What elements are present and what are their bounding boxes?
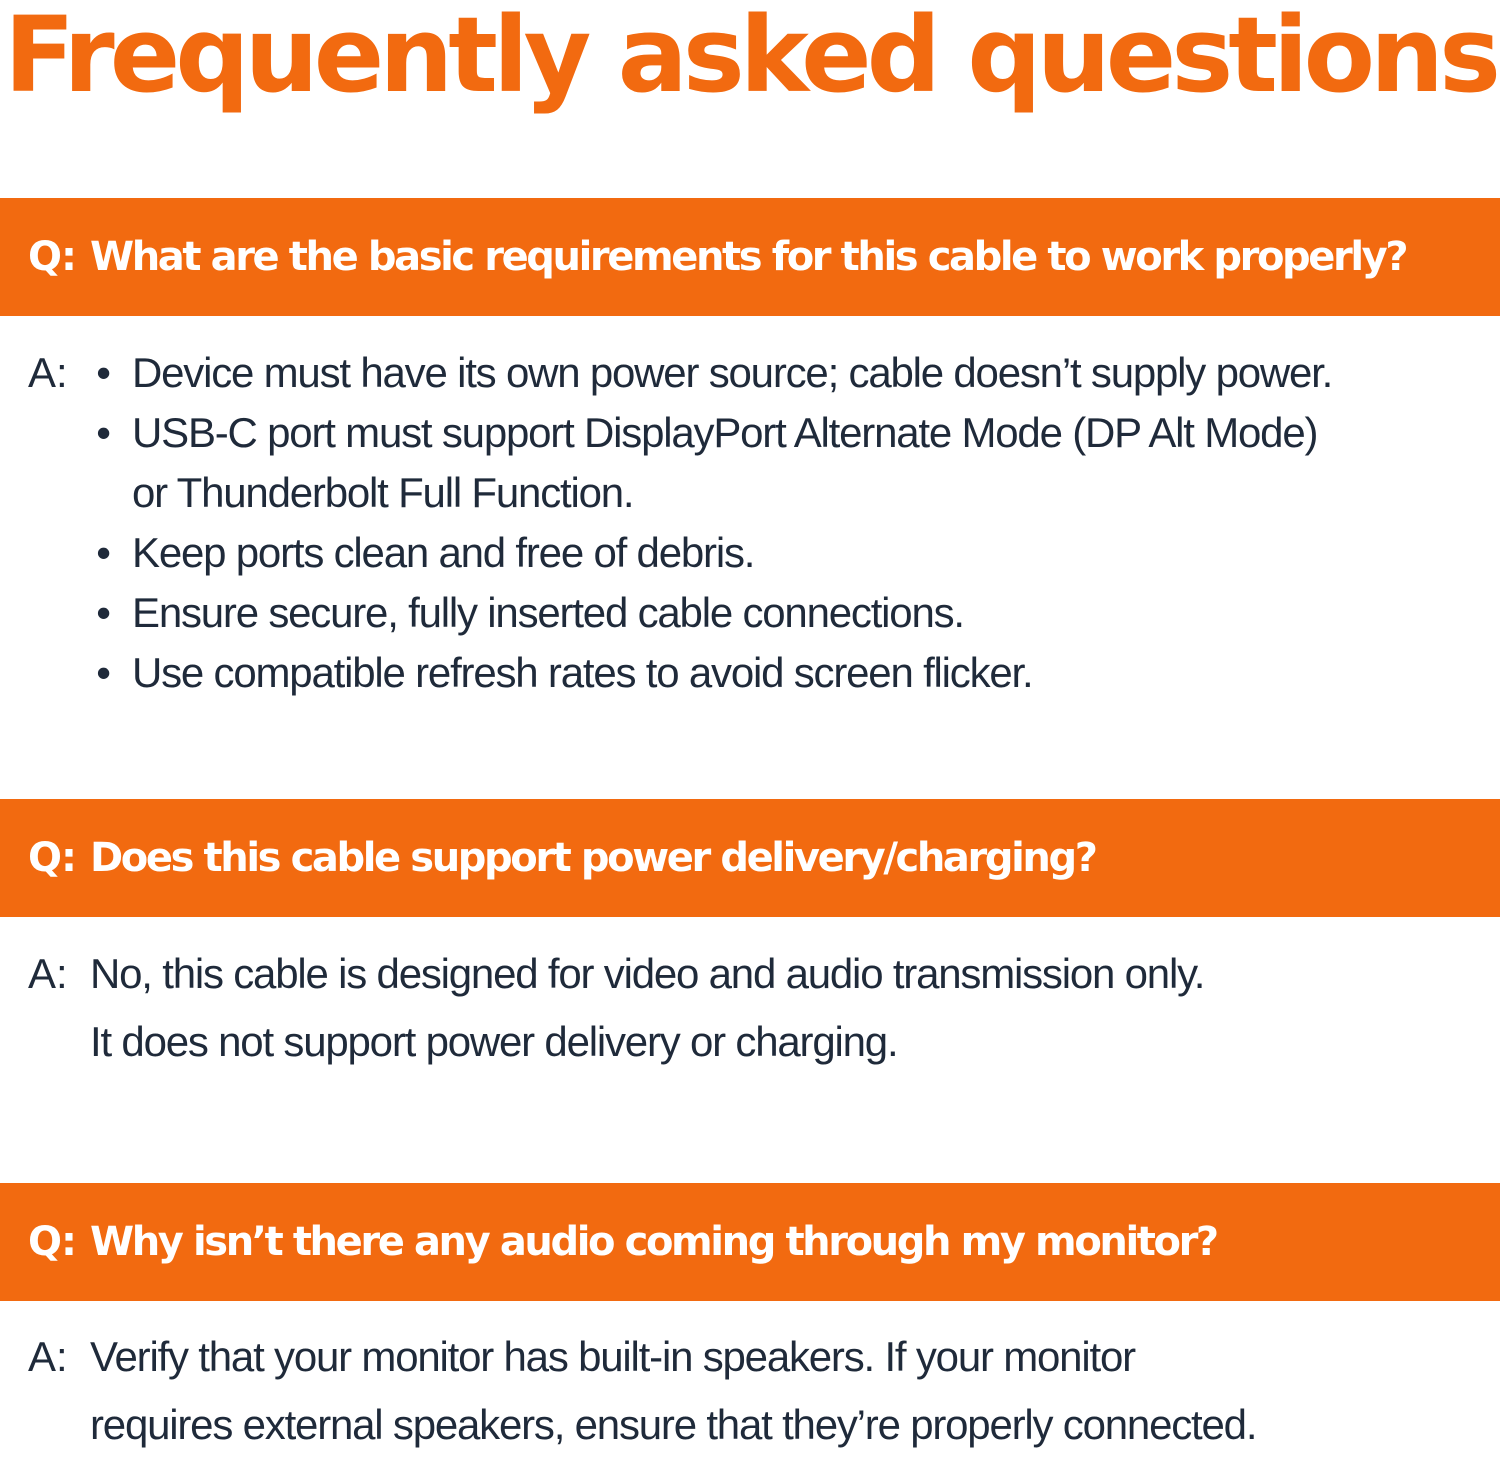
bullet-line: or Thunderbolt Full Function.	[132, 469, 634, 516]
question-prefix: Q:	[28, 1219, 76, 1265]
bullet-line: Use compatible refresh rates to avoid screen flicker.	[132, 649, 1033, 696]
bullet-dot-icon: •	[96, 409, 110, 456]
page-title: Frequently asked questions	[4, 0, 1496, 116]
bullet-line: Device must have its own power source; cable doesn’t supply power.	[132, 349, 1333, 396]
answer-bullet	[88, 403, 1332, 523]
answer-text	[90, 1323, 1256, 1459]
faq-question-bar-3	[0, 1183, 1500, 1301]
answer-bullet	[88, 343, 1332, 403]
question-prefix: Q:	[28, 234, 76, 280]
bullet-line: Keep ports clean and free of debris.	[132, 529, 755, 576]
answer-bullet	[88, 643, 1332, 703]
answer-line: Verify that your monitor has built-in speakers. If your monitor	[90, 1333, 1135, 1380]
question-text: Does this cable support power delivery/charging?	[90, 835, 1096, 881]
answer-prefix: A:	[28, 1333, 68, 1380]
faq-question-bar-1	[0, 198, 1500, 316]
bullet-dot-icon: •	[96, 589, 110, 636]
question-text: Why isn’t there any audio coming through my monitor?	[90, 1219, 1217, 1265]
answer-text	[90, 940, 1204, 1076]
answer-line: requires external speakers, ensure that they’re properly connected.	[90, 1401, 1257, 1448]
bullet-dot-icon: •	[96, 349, 110, 396]
bullet-dot-icon: •	[96, 649, 110, 696]
answer-bullet	[88, 583, 1332, 643]
bullet-line: Ensure secure, fully inserted cable connections.	[132, 589, 964, 636]
faq-question-bar-2	[0, 799, 1500, 917]
bullet-line: USB-C port must support DisplayPort Alternate Mode (DP Alt Mode)	[132, 409, 1318, 456]
bullet-dot-icon: •	[96, 529, 110, 576]
answer-prefix: A:	[28, 950, 68, 997]
question-prefix: Q:	[28, 835, 76, 881]
answer-line: It does not support power delivery or charging.	[90, 1018, 898, 1065]
answer-line: No, this cable is designed for video and audio transmission only.	[90, 950, 1205, 997]
answer-bullet-list	[88, 343, 1332, 703]
question-text: What are the basic requirements for this cable to work properly?	[90, 234, 1407, 280]
answer-prefix: A:	[28, 349, 68, 396]
answer-bullet	[88, 523, 1332, 583]
